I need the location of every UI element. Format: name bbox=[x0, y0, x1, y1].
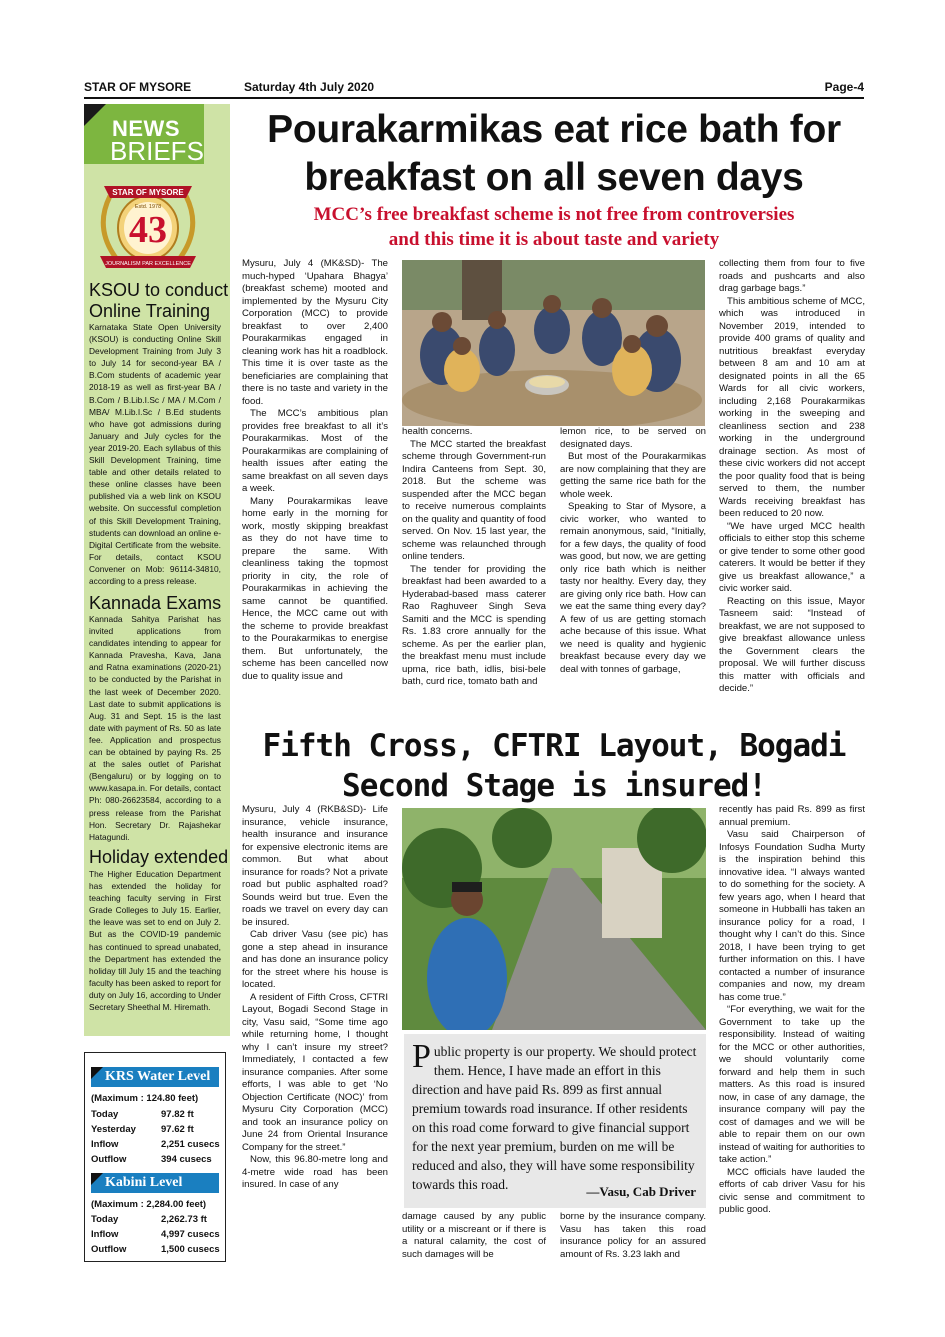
brief-holiday-heading: Holiday extended bbox=[89, 847, 229, 867]
svg-text:43: 43 bbox=[129, 209, 167, 251]
vasu-road-photo bbox=[402, 808, 706, 1030]
kabini-outflow-value: 1,500 cusecs bbox=[161, 1244, 220, 1255]
svg-text:JOURNALISM PAR EXCELLENCE: JOURNALISM PAR EXCELLENCE bbox=[105, 261, 191, 267]
krs-outflow-label: Outflow bbox=[91, 1154, 127, 1165]
kabini-today-value: 2,262.73 ft bbox=[161, 1214, 207, 1225]
article1-column-3: lemon rice, to be served on designated days. But most of the Pourakarmikas are now complaining that they are getting the same rice bath for the whole week. Speaking to Star of Mysore, a civic worker, who wanted to remain anonymous, said, “Initially, for a few days, the quality of food was good, but now, we are getting only rice bath which is neither tasty nor healthy. Every day, they are giving only rice bath. How can we eat the same thing every day? A few of us are getting stomach ache because of this issue. What we need is quality and hygienic breakfast because every day we deal with tonnes of garbage, bbox=[560, 426, 706, 675]
article2-column-4: recently has paid Rs. 899 as first annual premium. Vasu said Chairperson of Infosys Foundation Sudha Murty is the inspiration behind this innovative idea. “I always wanted to do something for the society. A few years ago, when I heard that someone in Hubballi has taken an insurance policy for a road, I thought why I can’t do this. Since 2018, I have been trying to get further information on this. I have contacted a number of insurance companies and now, my dream has come true.” “For everything, we wait for the Government to take up the responsibility. Instead of waiting for the MCC or other authorities, we should voluntarily come forward and help them in such matters. As this road is insured now, in case of any damage, the insurance company will pay the cost of damages and we will be able to repair them on our own instead of waiting for authorities to take action.” MCC officials have lauded the efforts of cab driver Vasu for his civic sense and commitment to public good. bbox=[719, 804, 865, 1215]
brief-ksou-heading-2: Online Training bbox=[89, 301, 211, 321]
article2-headline: Fifth Cross, CFTRI Layout, Bogadi Second Stage is insured! bbox=[262, 728, 846, 804]
quote-text: ublic property is our property. We should protect them. Hence, I have made an effort in this direction and have paid Rs. 899 as first annual premium towards road insurance. If other residents on this road come forward to give financial support for the next year premium, burden on me will be reduced and also, they will have some responsibility towards this road. bbox=[412, 1044, 697, 1192]
pourakarmikas-breakfast-photo bbox=[402, 260, 705, 426]
kabini-outflow-label: Outflow bbox=[91, 1244, 127, 1255]
article1-headline: Pourakarmikas eat rice bath for breakfast on all seven days bbox=[267, 108, 841, 199]
kabini-level-band: Kabini Level bbox=[91, 1173, 219, 1193]
kabini-today-label: Today bbox=[91, 1214, 119, 1225]
krs-yesterday-value: 97.62 ft bbox=[161, 1124, 194, 1135]
brief-holiday-text: The Higher Education Department has extended the holiday for teaching faculty serving in First Grade Colleges to July 15. Earlier, the leave was set to end on July 2. But as the COVID-19 pandemic has continued to spread unabated, the Department has extended the holiday till July 15 and the teaching faculty has been asked to report for duty on July 16, according to Under Secretary Sheethal M. Hiremath. bbox=[89, 869, 221, 1013]
news-briefs-banner bbox=[84, 104, 204, 164]
quote-attribution: —Vasu, Cab Driver bbox=[586, 1184, 696, 1199]
masthead-name: STAR OF MYSORE bbox=[84, 80, 192, 94]
brief-kannada-text: Kannada Sahitya Parishat has invited applications from candidates intending to appear for Kannada Pravesha, Kava, Jana and Ratna examinations (2020-21) to be conducted by the Parishat in the last week of December 2020. Last date to submit applications is Aug. 31 and Sept. 15 is the last date with payment of Rs. 50 as late fee. Application and prospectus can be obtained by paying Rs. 25 at the sales outlet of Parishat (Bengaluru) or by logging on to www.kasapa.in. For details, contact Ph: 080-26623584, according to a press release from the Parishat Hon. Secretary Dr. Rajashekar Hatagundi. bbox=[89, 614, 221, 842]
svg-text:Estd. 1978: Estd. 1978 bbox=[134, 204, 162, 210]
kabini-inflow-value: 4,997 cusecs bbox=[161, 1229, 220, 1240]
krs-inflow-label: Inflow bbox=[91, 1139, 119, 1150]
article1-column-1: Mysuru, July 4 (MK&SD)- The much-hyped ‘Upahara Bhagya’ (breakfast scheme) mooted and implemented by the Mysuru City Corporation (MCC) to provide breakfast to over 2,400 Pourakarmikas engaged in cleaning work has hit a roadblock. This time it is over taste as the beneficiaries are complaining that there is no taste and variety in the food. The MCC’s ambitious plan provides free breakfast to all it’s Pourakarmikas. Most of the Pourakarmikas are complaining of health issues after eating the same breakfast on all seven days a week. Many Pourakarmikas leave home early in the morning for work, mostly skipping breakfast as they do not have time to prepare the same. With cleanliness taking the topmost priority in city, the role of Pourakarmikas in achieving the same cannot be quantified. Hence, the MCC came out with the scheme to provide breakfast to the Pourakarmikas to energise them. But unfortunately, the scheme has been cancelled now due to quality issue and bbox=[242, 258, 388, 682]
krs-maximum: (Maximum : 124.80 feet) bbox=[91, 1093, 199, 1104]
krs-water-level-band: KRS Water Level bbox=[91, 1067, 219, 1087]
kabini-inflow-label: Inflow bbox=[91, 1229, 119, 1240]
article2-column-1: Mysuru, July 4 (RKB&SD)- Life insurance, vehicle insurance, health insurance and insurance for expensive electronic items are common. But what about insurance for roads? Not a private road but public asphalted road? Sounds weird but true. Even the roads we travel on every day can be insured. Cab driver Vasu (see pic) has gone a step ahead in insurance and has done an insurance policy for the street where his house is located. A resident of Fifth Cross, CFTRI Layout, Bogadi Second Stage in city, Vasu said, “Some time ago while returning home, I thought why I can’t insure my street? Immediately, I contacted a few insurance companies. After some efforts, I was able to get ‘No Objection Certificate (NOC)’ from Mysuru City Corporation (MCC) and took an insurance policy on June 24 from Oriental Insurance Company for the street.” Now, this 96.80-metre long and 4-metre wide road has been insured. In case of any bbox=[242, 804, 388, 1190]
krs-inflow-value: 2,251 cusecs bbox=[161, 1139, 220, 1150]
article2-column-3: borne by the insurance company. Vasu has taken this road insurance policy for an assured amount of Rs. 3.23 lakh and bbox=[560, 1211, 706, 1260]
article1-subheadline: MCC’s free breakfast scheme is not free from controversies and this time it is about taste and variety bbox=[313, 204, 795, 250]
page-number: Page-4 bbox=[824, 80, 864, 94]
news-label: NEWS bbox=[112, 116, 180, 141]
pull-quote bbox=[404, 1034, 706, 1208]
quote-drop-cap: P bbox=[412, 1038, 431, 1075]
water-level-box bbox=[84, 1052, 226, 1262]
anniversary-logo bbox=[86, 168, 210, 278]
brief-ksou-heading-1: KSOU to conduct bbox=[89, 280, 229, 300]
krs-yesterday-label: Yesterday bbox=[91, 1124, 136, 1135]
article1-column-2: health concerns. The MCC started the breakfast scheme through Government-run Indira Canteens from Sept. 30, 2018. But the scheme was suspended after the MCC began to receive numerous complaints on the quality and quantity of food served. On Nov. 15 last year, the scheme was relaunched through online tenders. The tender for providing the breakfast had been awarded to a Hyderabad-based mass caterer Rao Raghuveer Singh Seva Samiti and the MCC is spending Rs. 1.83 crore annually for the scheme. As per the earlier plan, the breakfast menu must include upma, rice bath, idlis, bisi-bele bath, curd rice, tomato bath and bbox=[402, 426, 547, 687]
header-rule bbox=[84, 97, 864, 99]
brief-ksou-text: Karnataka State Open University (KSOU) is conducting Online Skill Development Training from July 3 to July 14 for second-year BA / B.Com students of academic year 2018-19 as well as first-year BA / B.Com / B.Lib.I.Sc / MA / M.Com / MBA/ M.Lib.I.Sc / B.Ed students who have got admissions during January and July cycles for the year 2019-20. Each syllabus of this Skill Development Training, time table and other details related to these online classes have been published via a web link on KSOU website. On successful completion of this Skill Development Training, students can download an online e-Digital Certificate from the website. For details, contact KSOU Convener on Mob: 96114-34810, according to a press release. bbox=[89, 322, 221, 586]
kabini-maximum: (Maximum : 2,284.00 feet) bbox=[91, 1199, 207, 1210]
brief-kannada-heading: Kannada Exams bbox=[89, 593, 222, 613]
svg-text:STAR OF MYSORE: STAR OF MYSORE bbox=[112, 188, 184, 197]
issue-date: Saturday 4th July 2020 bbox=[244, 80, 375, 94]
article1-column-4: collecting them from four to five roads and pushcarts and also drag garbage bags.” This ambitious scheme of MCC, which was introduced in November 2019, intended to provide 400 grams of quality and nutritious breakfast everyday between 8 am and 10 am at designated points in all the 65 Wards for all civic workers, including 2,168 Pourakarmikas working in the sweeping and cleanliness section and 238 working in the underground drainage section. As most of these civic workers did not accept the poor quality food that is being served to them, the number Wards receiving breakfast has been reduced to 20 now. “We have urged MCC health officials to either stop this scheme or give tender to some other good caterers. It would be better if they give us breakfast allowance,” a civic worker said. Reacting on this issue, Mayor Tasneem said: “Instead of breakfast, we are not supposed to give breakfast allowance unless the Government clears the proposal. We will further discuss this matter with officials and decide.” bbox=[719, 258, 865, 694]
article2-column-2: damage caused by any public utility or a miscreant or if there is a natural calamity, the cost of such damages will be bbox=[402, 1211, 546, 1260]
krs-today-label: Today bbox=[91, 1109, 119, 1120]
krs-outflow-value: 394 cusecs bbox=[161, 1154, 212, 1165]
krs-today-value: 97.82 ft bbox=[161, 1109, 194, 1120]
briefs-label: BRIEFS bbox=[110, 136, 204, 166]
